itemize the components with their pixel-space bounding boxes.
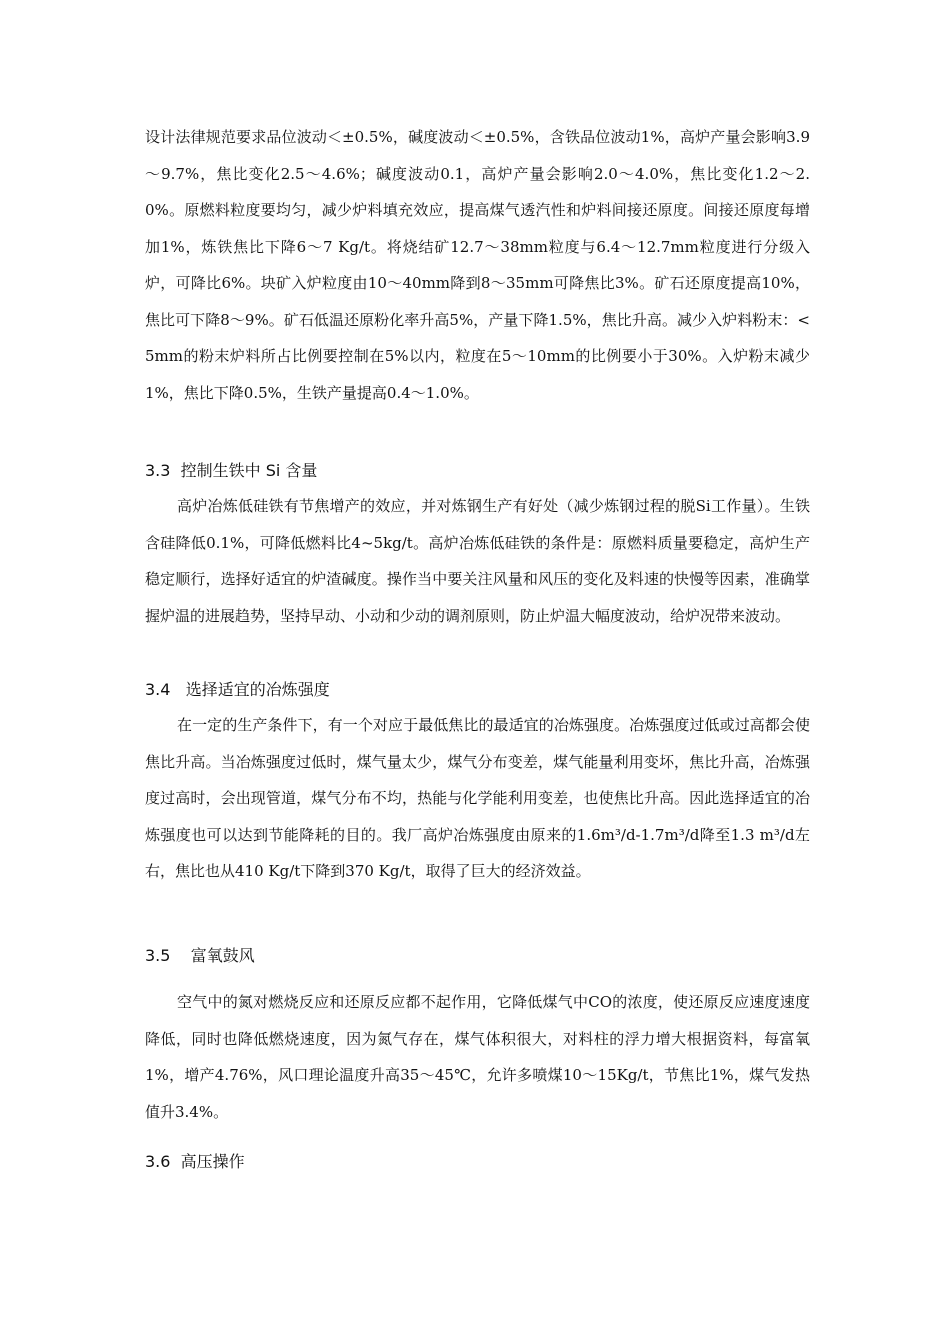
- paragraph-text: 空气中的氮对燃烧反应和还原反应都不起作用，它降低煤气中CO的浓度，使还原反应速度速度降低，同时也降低燃烧速度，因为氮气存在，煤气体积很大，对料柱的浮力增大根据资料，每富氧1%，增产4.76%，风口理论温度升高35～45℃，允许多喷煤10～15Kg/t，节焦比1%，煤气发热值升3.4%。: [145, 993, 810, 1121]
- heading-3-5: 3.5 富氧鼓风: [145, 946, 255, 965]
- paragraph-silicon-control: [145, 488, 810, 634]
- paragraph-text: 设计法律规范要求品位波动＜±0.5%，碱度波动＜±0.5%，含铁品位波动1%，高炉产量会影响3.9～9.7%，焦比变化2.5～4.6%；碱度波动0.1，高炉产量会影响2.0～4.0%，焦比变化1.2～2.0%。原燃料粒度要均匀，减少炉料填充效应，提高煤气透汽性和炉料间接还原度。间接还原度每增加1%，炼铁焦比下降6～7 Kg/t。将烧结矿12.7～38mm粒度与6.4～12.7mm粒度进行分级入炉，可降比6%。块矿入炉粒度由10～40mm降到8～35mm可降焦比3%。矿石还原度提高10%，焦比可下降8～9%。矿石低温还原粉化率升高5%，产量下降1.5%，焦比升高。减少入炉料粉末：<5mm的粉末炉料所占比例要控制在5%以内，粒度在5～10mm的比例要小于30%。入炉粉末减少1%，焦比下降0.5%，生铁产量提高0.4～1.0%。: [145, 128, 810, 402]
- paragraph-text: 高炉冶炼低硅铁有节焦增产的效应，并对炼钢生产有好处（减少炼钢过程的脱Si工作量）。生铁含硅降低0.1%，可降低燃料比4~5kg/t。高炉冶炼低硅铁的条件是：原燃料质量要稳定，高炉生产稳定顺行，选择好适宜的炉渣碱度。操作当中要关注风量和风压的变化及料速的快慢等因素，准确掌握炉温的进展趋势，坚持早动、小动和少动的调剂原则，防止炉温大幅度波动，给炉况带来波动。: [145, 497, 810, 625]
- paragraph-smelting-intensity: [145, 707, 810, 890]
- paragraph-raw-material-quality: [145, 119, 810, 411]
- heading-3-4: 3.4 选择适宜的冶炼强度: [145, 680, 330, 699]
- paragraph-oxygen-enrichment: [145, 984, 810, 1130]
- paragraph-text: 在一定的生产条件下，有一个对应于最低焦比的最适宜的冶炼强度。冶炼强度过低或过高都会使焦比升高。当冶炼强度过低时，煤气量太少，煤气分布变差，煤气能量利用变坏，焦比升高，冶炼强度过高时，会出现管道，煤气分布不均，热能与化学能利用变差，也使焦比升高。因此选择适宜的冶炼强度也可以达到节能降耗的目的。我厂高炉冶炼强度由原来的1.6m³/d-1.7m³/d降至1.3 m³/d左右，焦比也从410 Kg/t下降到370 Kg/t，取得了巨大的经济效益。: [145, 716, 810, 880]
- heading-3-3: 3.3 控制生铁中 Si 含量: [145, 461, 318, 480]
- heading-3-6: 3.6 高压操作: [145, 1152, 245, 1171]
